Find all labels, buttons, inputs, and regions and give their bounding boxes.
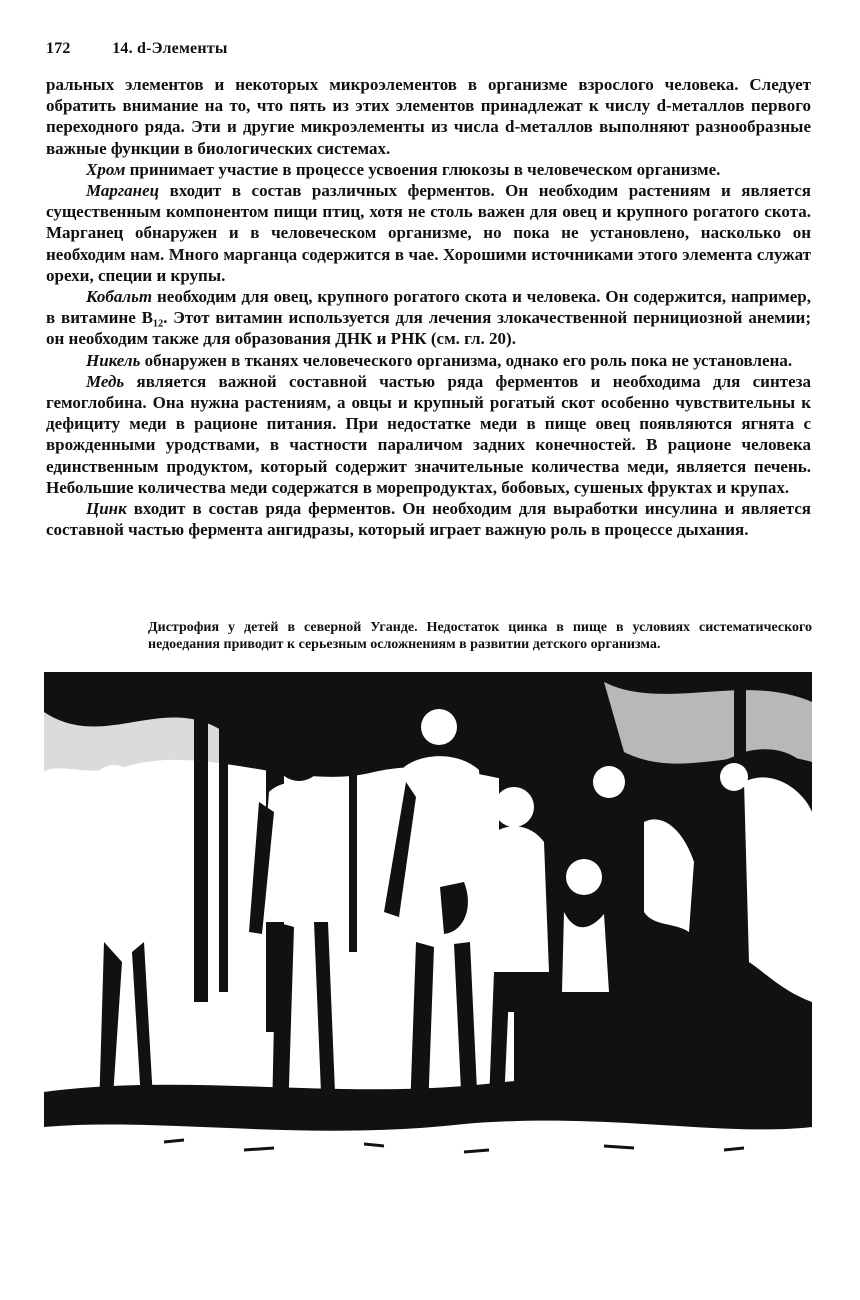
figure-caption: Дистрофия у детей в северной Уганде. Недостаток цинка в пище в условиях систематического недоедания приводит к серьезным осложнениям в развитии детского организма. — [148, 620, 812, 652]
element-term: Кобальт — [86, 287, 153, 307]
paragraph-text: входит в состав различных ферментов. Он необходим растениям и является существенным компонентом пищи птиц, хотя не столь важен для овец и крупного рогатого скота. Марганец обнаружен и в человеческом организме, но пока не установлено, насколько он необходим нам. Много марганца содержится в чае. Хорошими источниками этого элемента служат орехи, специи и крупы. — [46, 181, 811, 285]
figure-photo — [44, 672, 812, 1172]
paragraph-text: является важной составной частью ряда ферментов и необходима для синтеза гемоглобина. Она нужна растениям, а овцы и крупный рогатый скот особенно чувствительны к дефициту меди в рационе питания. При недостатке меди в пище овец появляются ягнята с врожденными уродствами, в частности параличом задних конечностей. В рационе человека единственным продуктом, который содержит значительные количества меди, является печень. Небольшие количества меди содержатся в морепродуктах, бобовых, сушеных фруктах и крупах. — [46, 371, 811, 497]
page-header — [46, 40, 816, 58]
paragraph-manganese — [46, 180, 811, 286]
element-term: Цинк — [86, 499, 127, 519]
paragraph-text: входит в состав ряда ферментов. Он необходим для выработки инсулина и является составной частью фермента ангидразы, который играет важную роль в процессе дыхания. — [46, 499, 811, 540]
photo-illustration — [44, 672, 812, 1172]
paragraph-copper — [46, 371, 811, 498]
body-text — [46, 74, 811, 540]
paragraph-text: принимает участие в процессе усвоения глюкозы в человеческом организме. — [125, 159, 721, 179]
paragraph-nickel — [46, 350, 811, 371]
paragraph-text: ральных элементов и некоторых микроэлементов в организме взрослого человека. Следует обратить внимание на то, что пять из этих элементов принадлежат к числу d-металлов первого переходного ряда. Эти и другие микроэлементы из числа d-металлов выполняют разнообразные важные функции в биологических системах. — [46, 75, 811, 158]
paragraph-text: необходим для овец, крупного рогатого скота и человека. Он содержится, например, в витамине B₁₂. Этот витамин используется для лечения злокачественной пернициозной анемии; он необходим также для образования ДНК и РНК (см. гл. 20). — [46, 287, 811, 349]
element-term: Никель — [86, 350, 141, 370]
element-term: Медь — [86, 371, 125, 391]
paragraph-chromium — [46, 159, 811, 180]
paragraph-intro — [46, 74, 811, 159]
page-number: 172 — [46, 40, 71, 57]
paragraph-zinc — [46, 498, 811, 540]
paragraph-cobalt — [46, 286, 811, 350]
paragraph-text: обнаружен в тканях человеческого организма, однако его роль пока не установлена. — [140, 350, 793, 370]
chapter-title: 14. d-Элементы — [112, 40, 228, 57]
element-term: Хром — [86, 159, 126, 179]
element-term: Марганец — [86, 181, 160, 201]
